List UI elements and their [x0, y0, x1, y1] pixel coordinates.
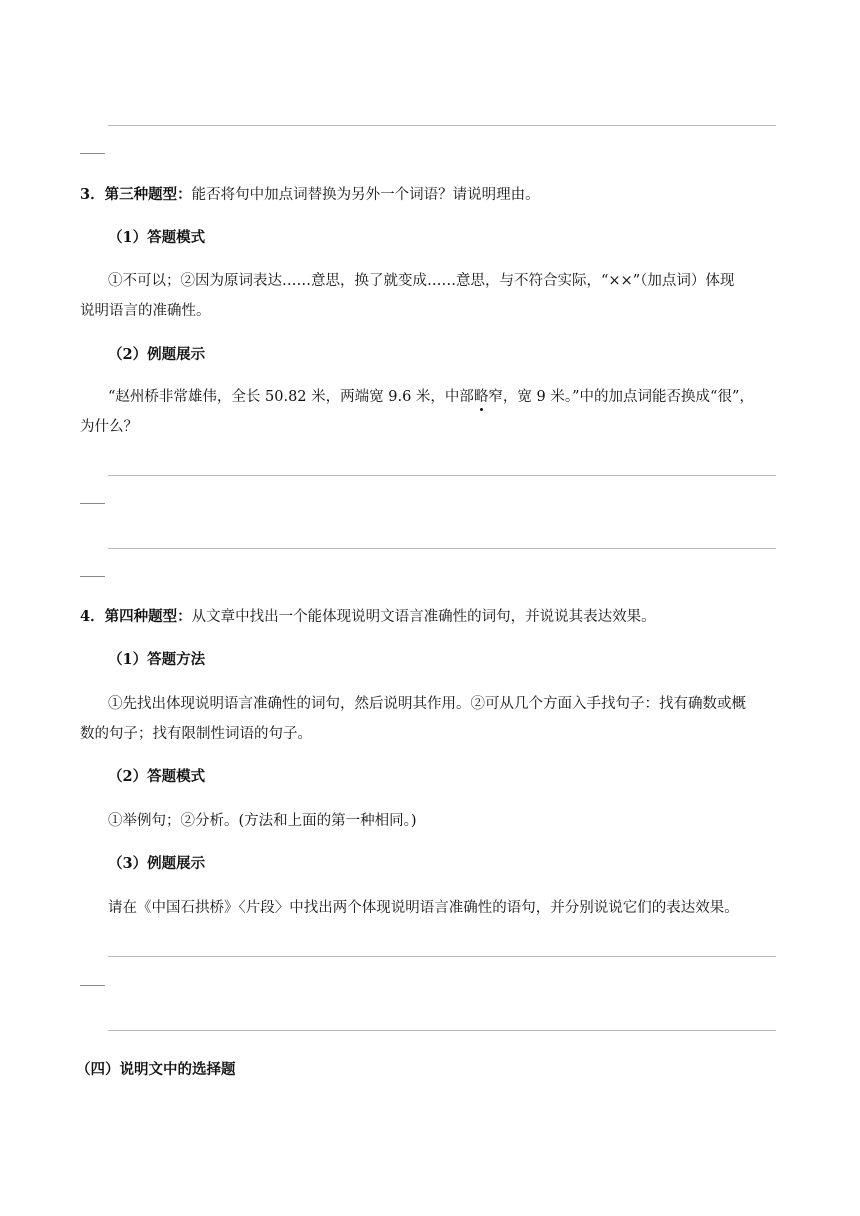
q3-sub1-label: （1）答题模式: [108, 229, 206, 246]
q4-sub3-label: （3）例题展示: [108, 855, 206, 872]
q3-example-after: 窄，宽 9 米。”中的加点词能否换成“很”，: [488, 389, 754, 405]
answer-line: [108, 548, 776, 549]
q4-heading: [80, 605, 656, 626]
q4-sub2-label: （2）答题模式: [108, 768, 206, 785]
q4-heading-text: 从文章中找出一个能体现说明文语言准确性的词句，并说说其表达效果。: [191, 609, 656, 625]
answer-line-tail: [80, 153, 105, 154]
answer-line: [108, 1030, 776, 1031]
answer-line: [108, 956, 776, 957]
section-4-title: （四）说明文中的选择题: [76, 1061, 236, 1078]
answer-line: [108, 475, 776, 476]
answer-line-tail: [80, 503, 105, 504]
answer-line-tail: [80, 576, 105, 577]
q3-example-dotted-word: 略: [474, 385, 489, 406]
q3-heading-text: 能否将句中加点词替换为另外一个词语？请说明理由。: [191, 187, 540, 203]
answer-line-tail: [80, 985, 105, 986]
q3-heading: [80, 183, 540, 204]
q3-sub1-line1: ①不可以；②因为原词表达……意思，换了就变成……意思，与不符合实际，“××”（加点词）体现: [108, 273, 735, 289]
q4-sub2-text: ①举例句；②分析。(方法和上面的第一种相同。): [108, 813, 417, 829]
answer-line: [108, 125, 776, 126]
q4-sub3-text: 请在《中国石拱桥》〈片段〉中找出两个体现说明语言准确性的语句，并分别说说它们的表达效果。: [108, 900, 739, 916]
q4-sub1-label: （1）答题方法: [108, 651, 206, 668]
q3-example-line2: 为什么？: [80, 419, 138, 435]
q3-heading-bold: 3．第三种题型：: [80, 186, 192, 203]
q3-example-before: “赵州桥非常雄伟，全长 50.82 米，两端宽 9.6 米，中部: [108, 389, 474, 405]
q4-heading-bold: 4．第四种题型：: [80, 608, 192, 625]
q4-sub1-line2: 数的句子；找有限制性词语的句子。: [80, 726, 312, 742]
q3-example-line1: [108, 385, 754, 406]
q4-sub1-line1: ①先找出体现说明语言准确性的词句，然后说明其作用。②可从几个方面入手找句子：找有确数或概: [108, 696, 746, 712]
q3-sub2-label: （2）例题展示: [108, 346, 206, 363]
q3-sub1-line2: 说明语言的准确性。: [80, 303, 211, 319]
